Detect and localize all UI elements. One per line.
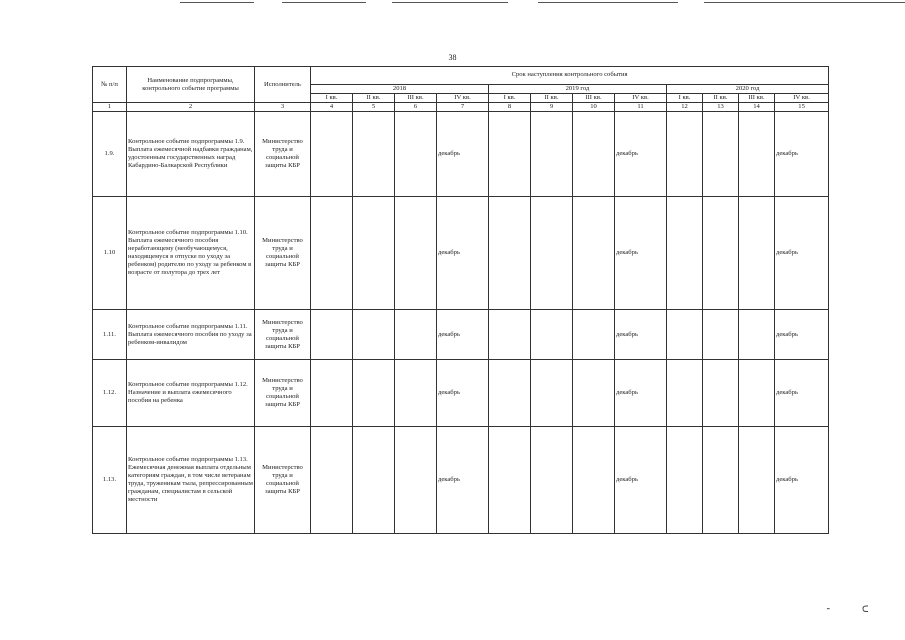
column-number: 2 xyxy=(127,103,255,112)
scan-artifact-line xyxy=(392,2,508,3)
quarter-cell xyxy=(573,427,615,534)
column-number: 9 xyxy=(531,103,573,112)
header-executor: Исполнитель xyxy=(255,67,311,103)
quarter-cell xyxy=(531,360,573,427)
quarter-cell: декабрь xyxy=(437,310,489,360)
quarter-cell xyxy=(739,197,775,310)
column-number: 15 xyxy=(775,103,829,112)
control-events-table xyxy=(92,66,829,534)
header-quarter: III кв. xyxy=(395,94,437,103)
event-name: Контрольное событие подпрограммы 1.9. Выплата ежемесячной надбавки гражданам, удостоенным государственных наград Кабардино-Балкарской Республики xyxy=(127,112,255,197)
quarter-cell xyxy=(489,360,531,427)
quarter-cell xyxy=(395,310,437,360)
event-name: Контрольное событие подпрограммы 1.10. Выплата ежемесячного пособия неработающему (необучающемуся, находящемуся в отпуске по уходу за ребенком) родителю по уходу за ребенком в возрасте от полутора до трех лет xyxy=(127,197,255,310)
scan-artifact-line xyxy=(704,2,905,3)
quarter-cell xyxy=(311,112,353,197)
quarter-cell xyxy=(395,197,437,310)
header-quarter: I кв. xyxy=(667,94,703,103)
quarter-cell xyxy=(531,427,573,534)
quarter-cell xyxy=(573,197,615,310)
executor: Министерство труда и социальной защиты КБР xyxy=(255,112,311,197)
column-number: 4 xyxy=(311,103,353,112)
column-number: 14 xyxy=(739,103,775,112)
quarter-cell: декабрь xyxy=(437,112,489,197)
column-number: 12 xyxy=(667,103,703,112)
header-quarter: IV кв. xyxy=(437,94,489,103)
row-index: 1.13. xyxy=(93,427,127,534)
corner-mark: ⁃ xyxy=(826,604,831,614)
quarter-cell: декабрь xyxy=(615,197,667,310)
quarter-cell xyxy=(573,310,615,360)
scan-artifact-line xyxy=(282,2,366,3)
quarter-cell xyxy=(353,360,395,427)
column-number: 5 xyxy=(353,103,395,112)
quarter-cell xyxy=(395,427,437,534)
quarter-cell xyxy=(667,360,703,427)
column-number: 10 xyxy=(573,103,615,112)
quarter-cell xyxy=(311,310,353,360)
quarter-cell xyxy=(311,197,353,310)
header-quarter: I кв. xyxy=(311,94,353,103)
event-name: Контрольное событие подпрограммы 1.12. Назначение и выплата ежемесячного пособия на ребенка xyxy=(127,360,255,427)
corner-mark: ᑕ xyxy=(862,604,869,614)
table-row xyxy=(93,112,829,197)
quarter-cell xyxy=(531,197,573,310)
quarter-cell xyxy=(353,197,395,310)
row-index: 1.9. xyxy=(93,112,127,197)
row-index: 1.10 xyxy=(93,197,127,310)
quarter-cell xyxy=(489,310,531,360)
quarter-cell xyxy=(531,112,573,197)
column-number: 7 xyxy=(437,103,489,112)
executor: Министерство труда и социальной защиты КБР xyxy=(255,360,311,427)
column-number: 3 xyxy=(255,103,311,112)
header-num: № п/п xyxy=(93,67,127,103)
executor: Министерство труда и социальной защиты КБР xyxy=(255,427,311,534)
quarter-cell xyxy=(703,310,739,360)
quarter-cell xyxy=(311,360,353,427)
executor: Министерство труда и социальной защиты КБР xyxy=(255,310,311,360)
header-quarter: II кв. xyxy=(353,94,395,103)
table-row xyxy=(93,427,829,534)
event-name: Контрольное событие подпрограммы 1.13. Ежемесячная денежная выплата отдельным категориям граждан, в том числе ветеранам труда, труженикам тыла, репрессированным гражданам, специалистам в сельской местности xyxy=(127,427,255,534)
quarter-cell xyxy=(739,427,775,534)
quarter-cell xyxy=(739,360,775,427)
quarter-cell: декабрь xyxy=(437,197,489,310)
quarter-cell xyxy=(739,112,775,197)
quarter-cell xyxy=(311,427,353,534)
header-quarter: III кв. xyxy=(573,94,615,103)
page-number: 38 xyxy=(448,53,457,62)
scan-artifact-line xyxy=(180,2,254,3)
quarter-cell xyxy=(667,197,703,310)
column-number: 13 xyxy=(703,103,739,112)
table-row xyxy=(93,197,829,310)
quarter-cell xyxy=(703,112,739,197)
column-number: 11 xyxy=(615,103,667,112)
header-quarter: IV кв. xyxy=(775,94,829,103)
quarter-cell xyxy=(739,310,775,360)
quarter-cell xyxy=(573,360,615,427)
quarter-cell: декабрь xyxy=(615,112,667,197)
quarter-cell: декабрь xyxy=(437,360,489,427)
scan-artifact-line xyxy=(538,2,678,3)
quarter-cell: декабрь xyxy=(775,197,829,310)
header-quarter: IV кв. xyxy=(615,94,667,103)
header-year: 2020 год xyxy=(667,85,829,94)
quarter-cell xyxy=(489,197,531,310)
quarter-cell xyxy=(489,427,531,534)
header-deadline: Срок наступления контрольного события xyxy=(311,67,829,85)
quarter-cell xyxy=(489,112,531,197)
quarter-cell xyxy=(531,310,573,360)
quarter-cell xyxy=(703,360,739,427)
quarter-cell xyxy=(703,427,739,534)
header-quarter: II кв. xyxy=(703,94,739,103)
column-number: 6 xyxy=(395,103,437,112)
event-name: Контрольное событие подпрограммы 1.11. Выплата ежемесячного пособия по уходу за ребенком-инвалидом xyxy=(127,310,255,360)
header-quarter: II кв. xyxy=(531,94,573,103)
executor: Министерство труда и социальной защиты КБР xyxy=(255,197,311,310)
row-index: 1.12. xyxy=(93,360,127,427)
quarter-cell xyxy=(667,112,703,197)
quarter-cell xyxy=(353,112,395,197)
quarter-cell: декабрь xyxy=(775,360,829,427)
table-row xyxy=(93,310,829,360)
quarter-cell: декабрь xyxy=(437,427,489,534)
header-quarter: III кв. xyxy=(739,94,775,103)
quarter-cell xyxy=(573,112,615,197)
quarter-cell xyxy=(667,427,703,534)
header-name: Наименование подпрограммы, контрольного событие программы xyxy=(127,67,255,103)
header-year: 2018 xyxy=(311,85,489,94)
row-index: 1.11. xyxy=(93,310,127,360)
quarter-cell: декабрь xyxy=(615,310,667,360)
quarter-cell xyxy=(353,310,395,360)
column-number: 1 xyxy=(93,103,127,112)
quarter-cell xyxy=(395,112,437,197)
quarter-cell: декабрь xyxy=(775,310,829,360)
table-row xyxy=(93,360,829,427)
column-number: 8 xyxy=(489,103,531,112)
quarter-cell: декабрь xyxy=(775,112,829,197)
quarter-cell xyxy=(395,360,437,427)
quarter-cell: декабрь xyxy=(775,427,829,534)
quarter-cell: декабрь xyxy=(615,360,667,427)
header-year: 2019 год xyxy=(489,85,667,94)
quarter-cell: декабрь xyxy=(615,427,667,534)
quarter-cell xyxy=(667,310,703,360)
header-quarter: I кв. xyxy=(489,94,531,103)
quarter-cell xyxy=(703,197,739,310)
quarter-cell xyxy=(353,427,395,534)
